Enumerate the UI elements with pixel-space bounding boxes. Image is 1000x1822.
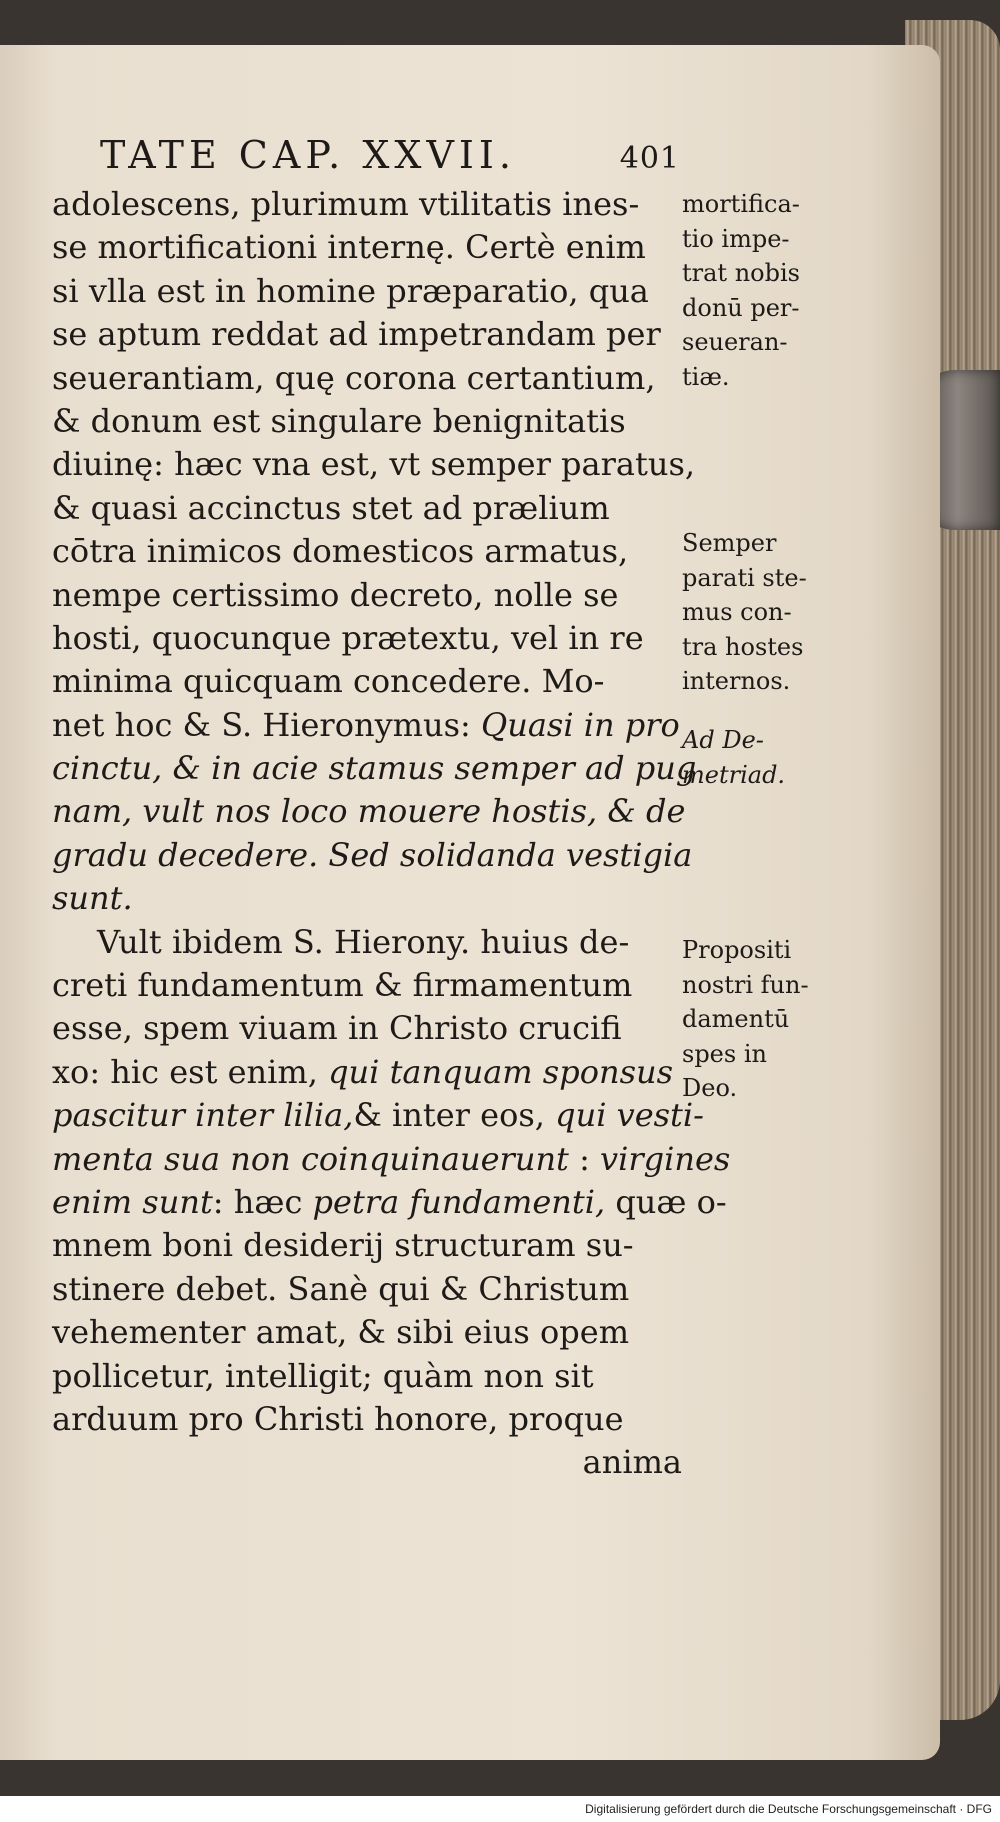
text-line: & donum est singulare benignitatis (52, 401, 626, 440)
digitization-credit (0, 1796, 1000, 1822)
quotation-segment: pascitur inter lilia, (52, 1096, 354, 1135)
quotation-line: cinctu, & in acie stamus semper ad pug (52, 749, 697, 788)
quotation-segment: menta sua non coinquinauerunt (52, 1139, 569, 1178)
margin-note-line: spes in (682, 1039, 767, 1068)
running-head: TATE CAP. XXVII. (100, 133, 516, 177)
text-segment: & inter eos, (353, 1096, 556, 1135)
text-line: nempe certissimo decreto, nolle se (52, 575, 619, 614)
credit-text: Digitalisierung gefördert durch die Deutsche Forschungsgemeinschaft · DFG (585, 1802, 992, 1816)
text-line (52, 1181, 727, 1224)
quotation-segment: petra fundamenti, (312, 1182, 606, 1221)
margin-note-line: Deo. (682, 1074, 738, 1102)
text-line: stinere debet. Sanè qui & Christum (52, 1269, 630, 1308)
text-line: hosti, quocunque prætextu, vel in re (52, 618, 644, 657)
text-line (52, 1094, 704, 1137)
margin-note-line: metriad. (682, 760, 786, 789)
text-line: si vlla est in homine præparatio, qua (52, 271, 649, 310)
page-number: 401 (619, 141, 680, 176)
margin-note-propositi (682, 933, 892, 1106)
text-segment: net hoc & S. Hieronymus: (52, 705, 481, 744)
quotation-segment: virgines (600, 1139, 731, 1178)
quotation-line: nam, vult nos loco mouere hostis, & de (52, 792, 686, 831)
text-line: esse, spem viuam in Christo crucifi (52, 1009, 622, 1048)
quotation-line: sunt. (52, 879, 133, 918)
margin-note-line: Semper (682, 529, 777, 557)
text-line: creti fundamentum & firmamentum (52, 966, 633, 1005)
text-line: mnem boni desiderij structuram su- (52, 1226, 634, 1265)
margin-note-semper-parati (682, 526, 892, 699)
margin-note-line: tra hostes (682, 632, 804, 661)
text-line (52, 1051, 682, 1094)
catchword: anima (582, 1443, 682, 1482)
margin-note-line: donū per- (682, 293, 800, 322)
margin-note-line: internos. (682, 667, 791, 695)
text-line: vehementer amat, & sibi eius opem (52, 1313, 630, 1352)
margin-note-line: tio impe- (682, 224, 790, 253)
text-segment: : hæc (212, 1182, 313, 1221)
margin-note-line: nostri fun- (682, 970, 809, 999)
text-segment: : (568, 1139, 601, 1178)
quotation-segment: Quasi in pro (480, 705, 680, 744)
quotation-segment: enim sunt (52, 1182, 213, 1221)
margin-note-line: parati ste- (682, 563, 807, 592)
margin-note-ad-demetriad (682, 723, 892, 792)
text-segment: xo: hic est enim, (52, 1052, 329, 1091)
text-line: cōtra inimicos domesticos armatus, (52, 532, 629, 571)
margin-note-line: Ad De- (682, 726, 764, 754)
margin-note-line: mus con- (682, 598, 792, 626)
margin-note-line: tiæ. (682, 362, 730, 391)
margin-note-line: Propositi (682, 936, 792, 964)
text-line: diuinę: hæc vna est, vt semper paratus, (52, 445, 696, 484)
text-line: arduum pro Christi honore, proque (52, 1399, 624, 1438)
text-line (52, 704, 682, 747)
margin-note-mortificatio (682, 187, 892, 394)
quotation-line: gradu decedere. Sed solidanda vestigia (52, 835, 693, 874)
quotation-segment: qui tanquam sponsus (328, 1052, 674, 1091)
text-line: seuerantiam, quę corona certantium, (52, 358, 656, 397)
margin-note-line: damentū (682, 1005, 790, 1033)
text-segment: quæ o- (605, 1182, 727, 1221)
text-line: Vult ibidem S. Hierony. huius de- (97, 922, 630, 961)
text-line: adolescens, plurimum vtilitatis ines- (52, 185, 640, 223)
text-line: minima quicquam concedere. Mo- (52, 662, 605, 701)
page-header (100, 133, 680, 185)
margin-note-line: seueran- (682, 328, 788, 356)
text-line (52, 1138, 731, 1181)
quotation-segment: qui vesti- (555, 1096, 704, 1135)
margin-note-line: trat nobis (682, 259, 800, 287)
text-line: se mortificationi internę. Certè enim (52, 228, 646, 267)
text-line: se aptum reddat ad impetrandam per (52, 315, 661, 354)
text-line: pollicetur, intelligit; quàm non sit (52, 1356, 594, 1395)
margin-note-line: mortifica- (682, 190, 800, 218)
text-line: & quasi accinctus stet ad prælium (52, 488, 610, 527)
